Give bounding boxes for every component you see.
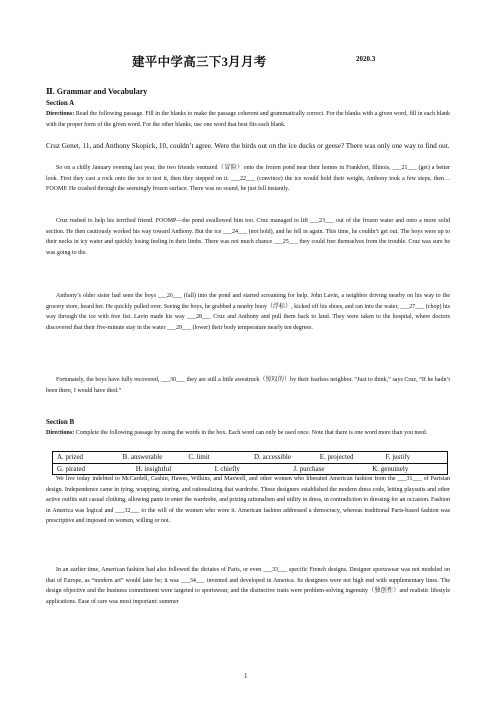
passage-a-paragraph-1: Cruz Genet, 11, and Anthony Skopick, 10, couldn’t agree. Were the birds out on the ice ducks or geese? There was only one way to find out.: [46, 142, 450, 150]
passage-a-paragraph-3: Cruz rushed to help his terrified friend. FOOMP—the pond swallowed him too. Cruz managed to lift ___23___ out of the frozen water and onto a more solid section. He then cautiously worked his way toward Anthony. But the ice ___24___ (not hold), and he fell in again. This time, he couldn’t get out. The boys were up to their necks in icy water and quickly losing feeling in their limbs. There was not much chance ___25___ they could free themselves from the trouble. Cruz was sure he was going to die.: [46, 218, 450, 256]
word-option: F. justify: [385, 453, 411, 461]
exam-header: [46, 52, 450, 68]
exam-title: 建平中学高三下3月月考: [132, 55, 267, 69]
page-number: 1: [244, 672, 248, 680]
directions-text: Complete the following passage by using the words in the box. Each word can only be used once. Note that there is one word more than you need.: [74, 430, 428, 436]
word-option: G. pirated: [57, 464, 85, 473]
word-option: C. limit: [188, 453, 210, 461]
word-option: K. genuinely: [372, 464, 409, 473]
section-b-label: Section B: [46, 418, 75, 426]
word-option: H. insightful: [135, 464, 172, 473]
word-bank-row: [53, 463, 447, 475]
passage-a-paragraph-2: So on a chilly January evening last year, the two friends ventured（冒险）onto the frozen pond near their homes in Frankfort, Illinois, ___21___ (get) a better look. First they cast a rock onto the ice to test it, then they stepped on it. ___22___ (convince) the ice would hold their weight, Anthony took a few steps, then… FOOMP. He crashed through the seemingly frozen surface. There was no sound, he just fell instantly.: [46, 165, 450, 193]
section-heading: Ⅱ. Grammar and Vocabulary: [46, 87, 148, 96]
passage-b-paragraph-2: In an earlier time, American fashion had also followed the dictates of Paris, or even ___33___ specific French designs. Designer sportswear was not modeled on that of Europe, as “modern art” would later be; it was ___34___ invented and developed in America. Its designers were not high end with supplementary lines. The design objective and the business commitment were targeted to sportswear, and the distinctive traits were problem-solving ingenuity（独创性）and realistic lifestyle applications. Ease of care was most important: summer: [46, 567, 450, 605]
word-option: B. answerable: [122, 453, 163, 461]
section-b-directions: [46, 428, 450, 439]
section-a-label: Section A: [46, 99, 75, 107]
directions-label: Directions:: [46, 111, 75, 117]
passage-a-paragraph-5: Fortunately, the boys have fully recovered, ___30___ they are still a little awestruck（惊叹的）by their fearless neighbor. “Just to think,” says Cruz, “If he hadn’t been there, I would have died.”: [46, 377, 450, 394]
exam-date: 2020.3: [356, 55, 376, 63]
word-option: I. chiefly: [214, 464, 240, 473]
passage-b-paragraph-1: We live today indebted to McCardell, Cashin, Hawes, Wilkins, and Maxwell, and other women who liberated American fashion from the ___31___ of Parisian design. Independence came in tying, wrapping, storing, and rationalizing that wardrobe. These designers established the modern dress code, letting playsuits and other active outfits suit casual clothing, allowing pants to enter the wardrobe, and prizing rationalism and utility in dress, in contradiction to dressing for an occasion. Fashion in America was logical and ___32___ to the will of the women who wore it. American fashion addressed a democracy, whereas traditional Paris-based fashion was prescriptive and imposed on women, willing or not.: [46, 476, 450, 525]
word-option: J. purchase: [293, 464, 325, 473]
section-a-directions: [46, 109, 450, 130]
directions-label: Directions:: [46, 430, 75, 436]
passage-a-paragraph-4: Anthony’s older sister had seen the boys ___26___ (fall) into the pond and started screaming for help. John Lavin, a neighbor driving nearby on his way to the grocery store, heard her. He quickly pulled over. Seeing the boys, he grabbed a nearby buoy（浮标）, kicked off his shoes, and ran into the water, ___27___ (chop) his way through the ice with free fist. Lavin made his way ___28___ Cruz and Anthony and pull them back to land. They were taken to the hospital, where doctors discovered that their five-minute stay in the water ___29___ (lower) their body temperature nearly ten degrees.: [46, 293, 450, 331]
word-bank-box: [52, 451, 448, 475]
directions-text: Read the following passage. Fill in the blanks to make the passage coherent and grammatically correct. For the blanks with a given word, fill in each blank with the proper form of the given word. For the other blanks, use one word that best fits each blank.: [46, 111, 450, 128]
word-option: E. projected: [319, 453, 354, 461]
word-option: D. accessible: [254, 453, 291, 461]
word-bank-row: [53, 452, 447, 463]
word-option: A. prized: [57, 453, 84, 461]
